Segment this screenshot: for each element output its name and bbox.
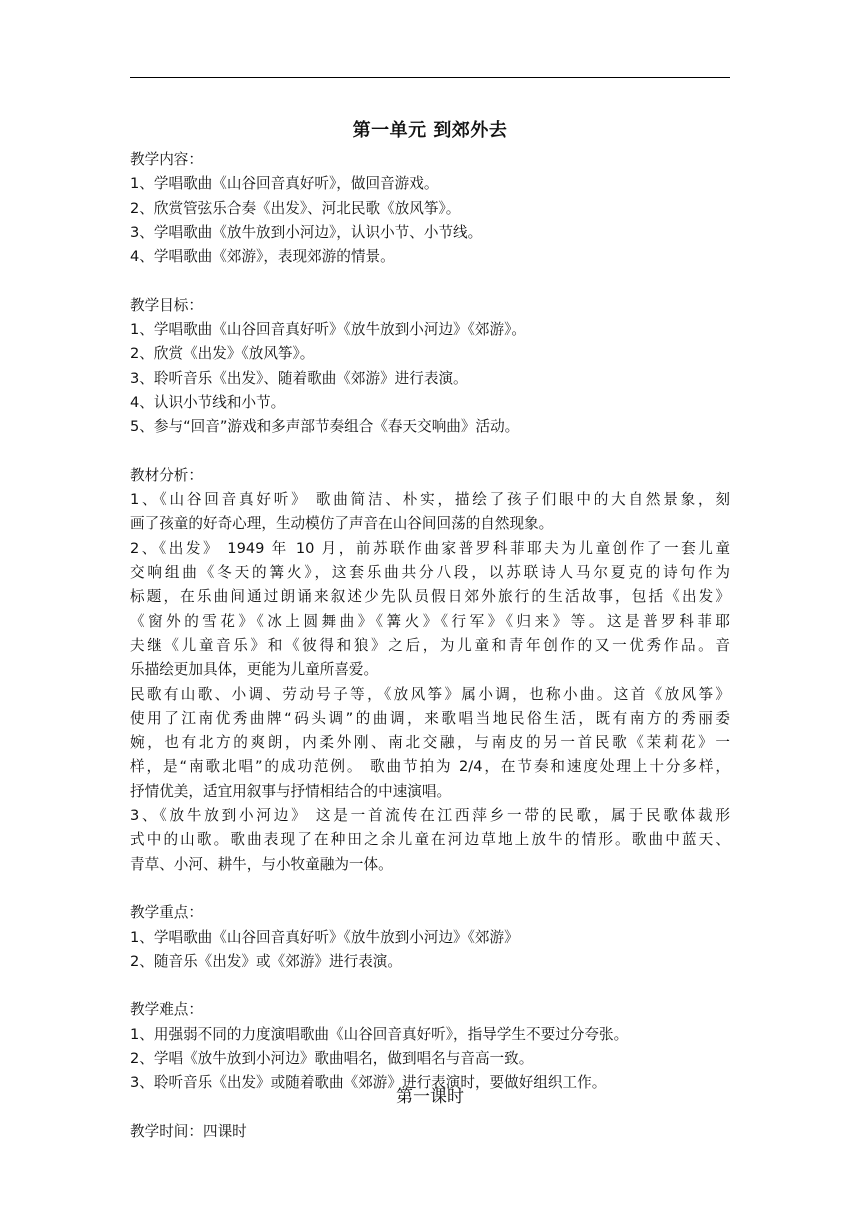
analysis-line: 样，是“南歌北唱”的成功范例。 歌曲节拍为 2/4，在节奏和速度处理上十分多样， (130, 758, 730, 776)
page-title: 第一单元 到郊外去 (352, 120, 508, 141)
analysis-line: 民歌有山歌、小调、劳动号子等，《放风筝》属小调，也称小曲。这首《放风筝》 (130, 685, 730, 703)
content-item: 4、学唱歌曲《郊游》，表现郊游的情景。 (130, 248, 395, 266)
teaching-time: 教学时间：四课时 (130, 1122, 247, 1140)
difficulty-item: 1、用强弱不同的力度演唱歌曲《山谷回音真好听》，指导学生不要过分夸张。 (130, 1025, 629, 1043)
analysis-line: 式中的山歌。歌曲表现了在种田之余儿童在河边草地上放牛的情形。歌曲中蓝天、 (130, 831, 730, 849)
section-heading-keypoints: 教学重点： (130, 904, 203, 922)
analysis-line: 乐描绘更加具体，更能为儿童所喜爱。 (130, 661, 379, 679)
analysis-line: 3、《放牛放到小河边》 这是一首流传在江西萍乡一带的民歌，属于民歌体裁形 (130, 807, 730, 825)
document-body (130, 148, 730, 1144)
goal-item: 4、认识小节线和小节。 (130, 393, 286, 411)
analysis-line: 画了孩童的好奇心理，生动模仿了声音在山谷间回荡的自然现象。 (130, 515, 554, 533)
analysis-line: 使用了江南优秀曲牌“码头调”的曲调，来歌唱当地民俗生活，既有南方的秀丽委 (130, 709, 730, 727)
difficulty-item: 2、学唱《放牛放到小河边》歌曲唱名，做到唱名与音高一致。 (130, 1049, 534, 1067)
goal-item: 2、欣赏《出发》《放风筝》。 (130, 345, 315, 363)
section-heading-difficulties: 教学难点： (130, 1001, 203, 1019)
analysis-line: 青草、小河、耕牛，与小牧童融为一体。 (130, 855, 393, 873)
analysis-line: 交响组曲《冬天的篝火》，这套乐曲共分八段，以苏联诗人马尔夏克的诗句作为 (130, 564, 730, 582)
content-item: 1、学唱歌曲《山谷回音真好听》，做回音游戏。 (130, 175, 439, 193)
section-heading-goals: 教学目标： (130, 296, 203, 314)
section-heading-content: 教学内容： (130, 151, 203, 168)
goal-item: 5、参与“回音”游戏和多声部节奏组合《春天交响曲》活动。 (130, 418, 520, 436)
keypoint-item: 2、随音乐《出发》或《郊游》进行表演。 (130, 952, 402, 970)
analysis-line: 1、《山谷回音真好听》 歌曲简洁、朴实，描绘了孩子们眼中的大自然景象，刻 (130, 491, 730, 509)
analysis-line: 2、《出发》 1949 年 10 月，前苏联作曲家普罗科菲耶夫为儿童创作了一套儿童 (130, 539, 730, 557)
header-rule (130, 77, 730, 78)
section-heading-analysis: 教材分析： (130, 466, 203, 484)
analysis-line: 《窗外的雪花》《冰上圆舞曲》《篝火》《行军》《归来》等。这是普罗科菲耶 (130, 612, 730, 630)
goal-item: 3、聆听音乐《出发》、随着歌曲《郊游》进行表演。 (130, 369, 468, 387)
lesson-title: 第一课时 (396, 1087, 464, 1107)
difficulty-item: 3、聆听音乐《出发》或随着歌曲《郊游》进行表演时，要做好组织工作。 (130, 1074, 607, 1092)
keypoint-item: 1、学唱歌曲《山谷回音真好听》《放牛放到小河边》《郊游》 (130, 928, 519, 946)
content-item: 2、欣赏管弦乐合奏《出发》、河北民歌《放风筝》。 (130, 199, 461, 217)
goal-item: 1、学唱歌曲《山谷回音真好听》《放牛放到小河边》《郊游》。 (130, 321, 527, 339)
analysis-line: 夫继《儿童音乐》和《彼得和狼》之后，为儿童和青年创作的又一优秀作品。音 (130, 636, 730, 654)
content-item: 3、学唱歌曲《放牛放到小河边》，认识小节、小节线。 (130, 223, 483, 241)
analysis-line: 标题，在乐曲间通过朗诵来叙述少先队员假日郊外旅行的生活故事，包括《出发》 (130, 588, 730, 606)
analysis-line: 抒情优美，适宜用叙事与抒情相结合的中速演唱。 (130, 782, 452, 800)
analysis-line: 婉，也有北方的爽朗，内柔外刚、南北交融，与南皮的另一首民歌《茉莉花》一 (130, 734, 730, 752)
